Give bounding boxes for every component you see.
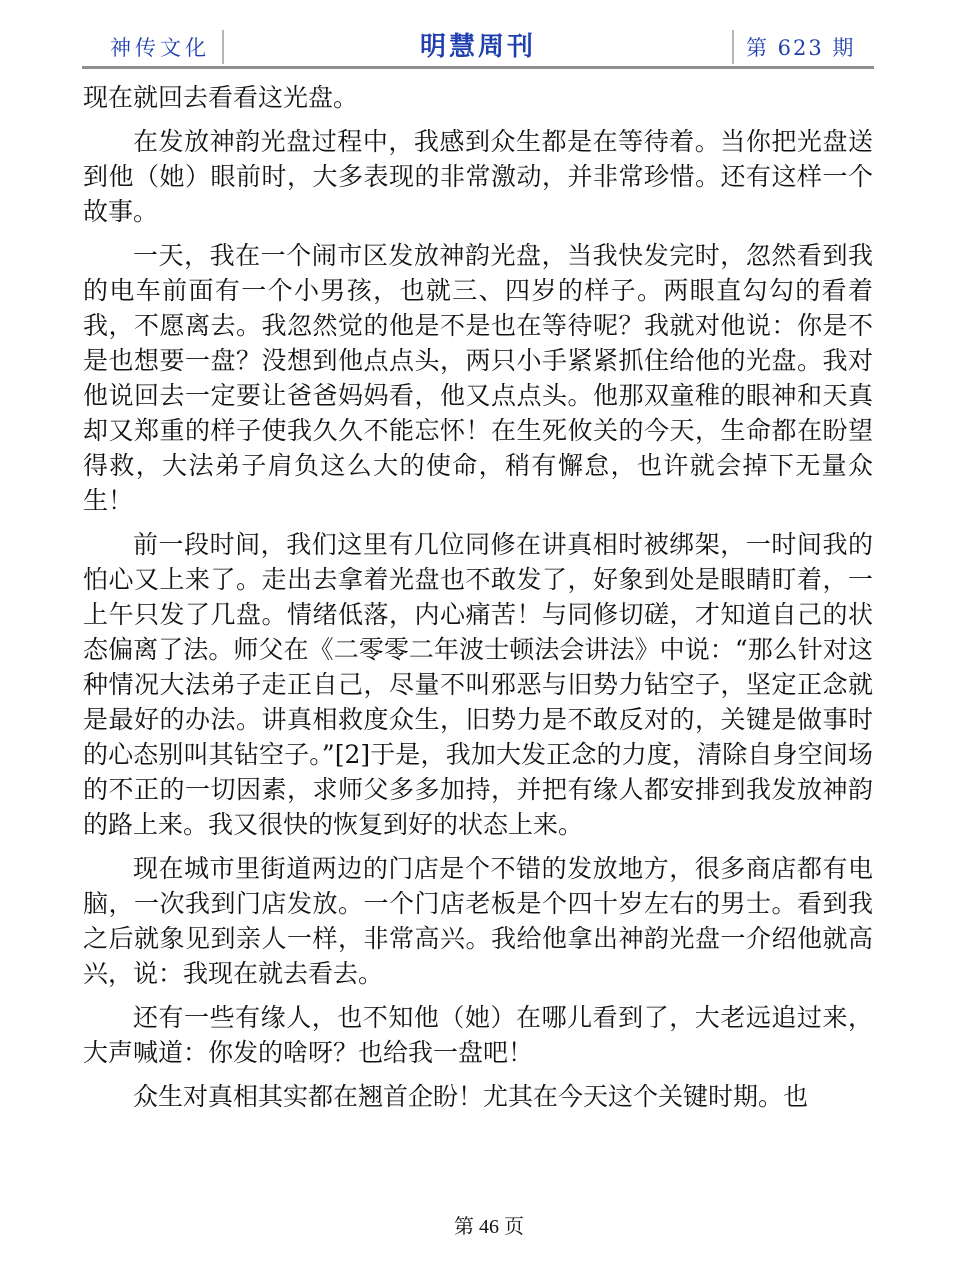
paragraph: 前一段时间，我们这里有几位同修在讲真相时被绑架，一时间我的怕心又上来了。走出去拿着光盘也不敢发了，好象到处是眼睛盯着，一上午只发了几盘。情绪低落，内心痛苦！与同修切磋，才知道自己的状态偏离了法。师父在《二零零二年波士顿法会讲法》中说：“那么针对这种情况大法弟子走正自己，尽量不叫邪恶与旧势力钻空子，坚定正念就是最好的办法。讲真相救度众生，旧势力是不敢反对的，关键是做事时的心态别叫其钻空子。”[2]于是，我加大发正念的力度，清除自身空间场的不正的一切因素，求师父多多加持，并把有缘人都安排到我发放神韵的路上来。我又很快的恢复到好的状态上来。	[83, 530, 873, 839]
paragraph: 还有一些有缘人，也不知他（她）在哪儿看到了，大老远追过来，大声喊道：你发的啥呀？也给我一盘吧！	[83, 1003, 873, 1067]
page-number: 第 46 页	[454, 1216, 524, 1238]
page-header	[82, 28, 874, 68]
paragraph: 众生对真相其实都在翘首企盼！尤其在今天这个关键时期。也	[133, 1082, 809, 1111]
paragraph: 在发放神韵光盘过程中，我感到众生都是在等待着。当你把光盘送到他（她）眼前时，大多表现的非常激动，并非常珍惜。还有这样一个故事。	[83, 127, 873, 226]
paragraph-continuation: 现在就回去看看这光盘。	[83, 83, 359, 112]
section-name: 神传文化	[110, 36, 210, 60]
header-divider-right	[732, 30, 734, 64]
article-body	[83, 80, 873, 1123]
paragraph: 一天，我在一个闹市区发放神韵光盘，当我快发完时，忽然看到我的电车前面有一个小男孩，也就三、四岁的样子。两眼直勾勾的看着我，不愿离去。我忽然觉的他是不是也在等待呢？我就对他说：你是不是也想要一盘？没想到他点点头，两只小手紧紧抓住给他的光盘。我对他说回去一定要让爸爸妈妈看，他又点点头。他那双童稚的眼神和天真却又郑重的样子使我久久不能忘怀！在生死攸关的今天，生命都在盼望得救，大法弟子肩负这么大的使命，稍有懈怠，也许就会掉下无量众生！	[83, 241, 873, 515]
issue-number: 第 623 期	[746, 36, 856, 60]
header-rule	[82, 66, 874, 69]
publication-title: 明慧周刊	[419, 32, 536, 62]
paragraph: 现在城市里街道两边的门店是个不错的发放地方，很多商店都有电脑，一次我到门店发放。一个门店老板是个四十岁左右的男士。看到我之后就象见到亲人一样，非常高兴。我给他拿出神韵光盘一介绍他就高兴，说：我现在就去看去。	[83, 854, 873, 988]
